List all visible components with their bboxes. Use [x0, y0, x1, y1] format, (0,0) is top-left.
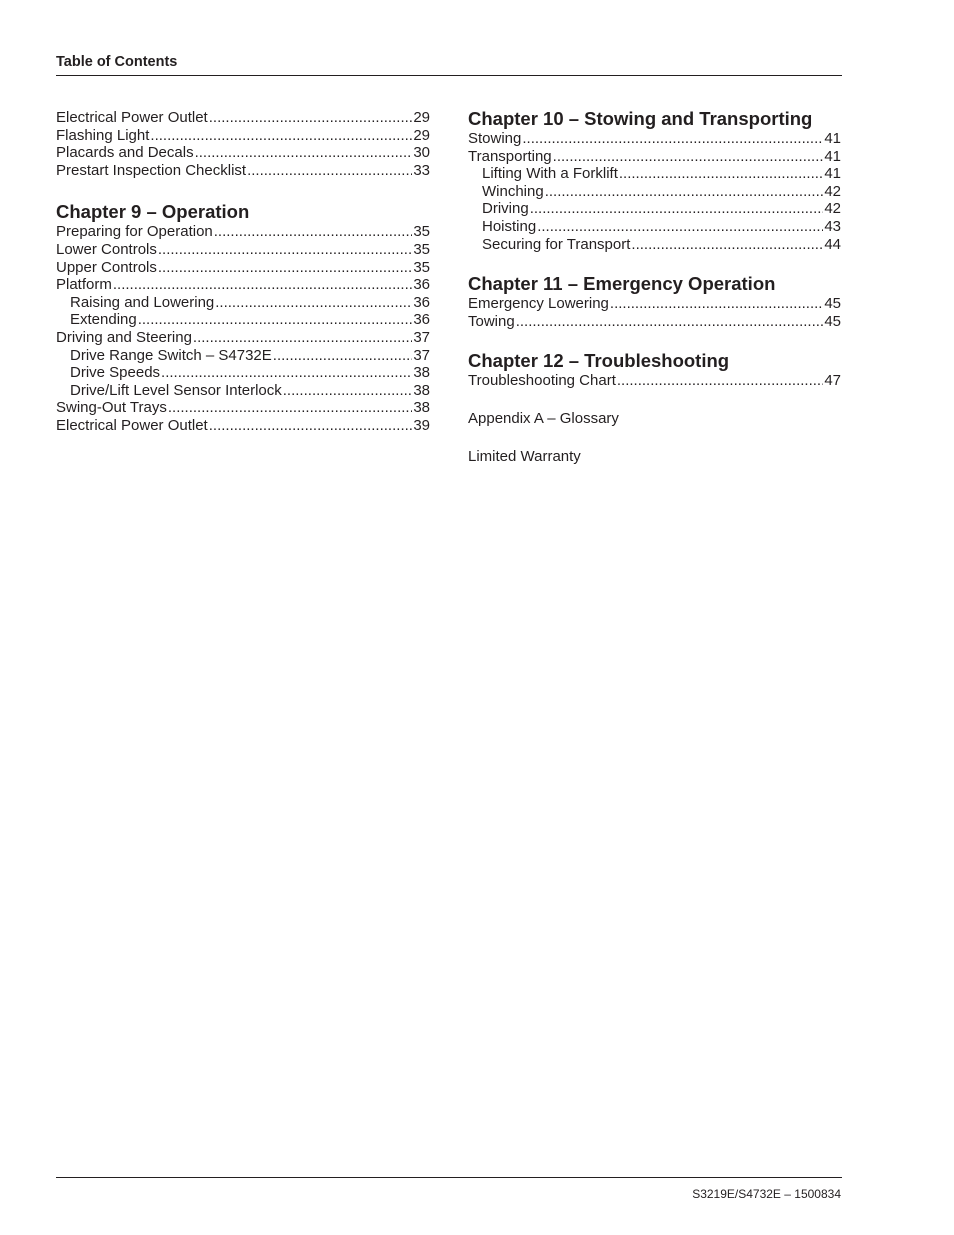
dot-leader — [247, 162, 412, 180]
toc-entry[interactable] — [468, 148, 841, 166]
toc-entry-page: 29 — [413, 126, 430, 144]
toc-entry-page: 35 — [413, 258, 430, 276]
toc-entry-label: Troubleshooting Chart — [468, 372, 616, 390]
toc-entry-label: Securing for Transport — [482, 235, 631, 253]
dot-leader — [214, 223, 413, 241]
dot-leader — [537, 218, 823, 236]
toc-entry-page: 37 — [413, 328, 430, 346]
toc-entry[interactable] — [56, 259, 430, 277]
appendix-a-entry[interactable]: Appendix A – Glossary — [468, 409, 619, 427]
dot-leader — [158, 241, 412, 259]
toc-entry-page: 38 — [413, 364, 430, 382]
toc-subentry[interactable] — [56, 382, 430, 400]
toc-entry-label: Emergency Lowering — [468, 295, 609, 313]
toc-entry-page: 38 — [413, 399, 430, 417]
toc-entry-label: Raising and Lowering — [70, 293, 215, 311]
toc-entry[interactable] — [56, 144, 430, 162]
toc-entry-label: Driving — [482, 200, 529, 218]
toc-subentry[interactable] — [468, 183, 841, 201]
toc-subentry[interactable] — [56, 311, 430, 329]
limited-warranty-entry[interactable]: Limited Warranty — [468, 447, 581, 465]
toc-entry-label: Flashing Light — [56, 126, 150, 144]
toc-entry-label: Electrical Power Outlet — [56, 416, 208, 434]
toc-entry-label: Electrical Power Outlet — [56, 109, 208, 126]
toc-entry-page: 33 — [413, 161, 430, 179]
dot-leader — [273, 347, 413, 365]
dot-leader — [161, 364, 412, 382]
toc-entry[interactable] — [56, 399, 430, 417]
toc-entry-page: 36 — [413, 276, 430, 294]
toc-entry-label: Swing-Out Trays — [56, 399, 167, 417]
toc-entry[interactable] — [56, 223, 430, 241]
toc-subentry[interactable] — [56, 294, 430, 312]
toc-entry-label: Platform — [56, 276, 112, 294]
toc-entry-page: 35 — [413, 223, 430, 241]
toc-entry-page: 42 — [824, 182, 841, 200]
toc-entry[interactable] — [468, 295, 841, 313]
dot-leader — [530, 200, 824, 218]
toc-entry-label: Drive Range Switch – S4732E — [70, 346, 272, 364]
toc-entry-label: Upper Controls — [56, 258, 157, 276]
dot-leader — [209, 109, 413, 127]
toc-right-column — [468, 108, 841, 465]
toc-entry-page: 44 — [824, 235, 841, 253]
toc-entry-page: 41 — [824, 165, 841, 183]
toc-subentry[interactable] — [468, 218, 841, 236]
toc-entry-label: Extending — [70, 311, 137, 329]
dot-leader — [631, 236, 823, 254]
toc-entry-page: 37 — [413, 346, 430, 364]
toc-entry-page: 43 — [824, 217, 841, 235]
dot-leader — [168, 399, 412, 417]
dot-leader — [545, 183, 824, 201]
toc-entry[interactable] — [468, 313, 841, 331]
dot-leader — [619, 165, 823, 183]
chapter-10-title[interactable]: Chapter 10 – Stowing and Transporting — [468, 108, 813, 129]
toc-subentry[interactable] — [56, 347, 430, 365]
toc-subentry[interactable] — [56, 364, 430, 382]
toc-entry-page: 30 — [413, 144, 430, 162]
toc-entry-page: 36 — [413, 293, 430, 311]
toc-entry-page: 41 — [824, 130, 841, 147]
toc-entry[interactable] — [56, 329, 430, 347]
toc-entry-label: Lower Controls — [56, 240, 157, 258]
toc-entry-page: 45 — [824, 295, 841, 313]
toc-entry-label: Hoisting — [482, 217, 537, 235]
toc-entry-page: 47 — [824, 372, 841, 390]
dot-leader — [617, 372, 823, 390]
toc-entry[interactable] — [468, 130, 841, 148]
toc-subentry[interactable] — [468, 165, 841, 183]
header-divider — [56, 75, 842, 76]
dot-leader — [283, 382, 413, 400]
toc-entry-page: 29 — [413, 109, 430, 126]
toc-entry-label: Stowing — [468, 130, 522, 147]
chapter-12-title[interactable]: Chapter 12 – Troubleshooting — [468, 350, 730, 372]
toc-entry-label: Prestart Inspection Checklist — [56, 161, 247, 179]
toc-entry[interactable] — [56, 241, 430, 259]
toc-subentry[interactable] — [468, 236, 841, 254]
toc-entry-page: 41 — [824, 147, 841, 165]
toc-entry-label: Preparing for Operation — [56, 223, 213, 241]
toc-entry-label: Winching — [482, 182, 544, 200]
dot-leader — [158, 259, 412, 277]
toc-entry-page: 36 — [413, 311, 430, 329]
dot-leader — [553, 148, 824, 166]
dot-leader — [113, 276, 412, 294]
dot-leader — [522, 130, 823, 148]
toc-entry[interactable] — [468, 372, 841, 390]
page-header-title: Table of Contents — [56, 54, 178, 70]
toc-subentry[interactable] — [468, 200, 841, 218]
dot-leader — [209, 417, 413, 435]
toc-entry[interactable] — [56, 127, 430, 145]
toc-entry[interactable] — [56, 109, 430, 127]
dot-leader — [195, 144, 413, 162]
dot-leader — [150, 127, 412, 145]
toc-entry-label: Drive/Lift Level Sensor Interlock — [70, 381, 282, 399]
toc-entry-page: 35 — [413, 240, 430, 258]
footer-document-number: S3219E/S4732E – 1500834 — [692, 1187, 841, 1201]
toc-entry-label: Placards and Decals — [56, 144, 194, 162]
toc-entry-label: Towing — [468, 312, 515, 330]
toc-entry[interactable] — [56, 417, 430, 435]
chapter-9-title[interactable]: Chapter 9 – Operation — [56, 201, 250, 223]
toc-entry-page: 42 — [824, 200, 841, 218]
toc-entry-page: 39 — [413, 416, 430, 434]
toc-entry-page: 38 — [413, 381, 430, 399]
toc-entry-label: Drive Speeds — [70, 364, 161, 382]
dot-leader — [138, 311, 413, 329]
toc-entry[interactable] — [56, 276, 430, 294]
toc-left-column — [56, 109, 430, 435]
toc-entry[interactable] — [56, 162, 430, 180]
chapter-11-title[interactable]: Chapter 11 – Emergency Operation — [468, 273, 776, 295]
toc-entry-label: Lifting With a Forklift — [482, 165, 618, 183]
toc-entry-label: Driving and Steering — [56, 328, 192, 346]
dot-leader — [610, 295, 823, 313]
dot-leader — [215, 294, 412, 312]
dot-leader — [193, 329, 412, 347]
toc-entry-page: 45 — [824, 312, 841, 330]
footer-divider — [56, 1177, 842, 1178]
dot-leader — [516, 313, 824, 331]
toc-entry-label: Transporting — [468, 147, 552, 165]
